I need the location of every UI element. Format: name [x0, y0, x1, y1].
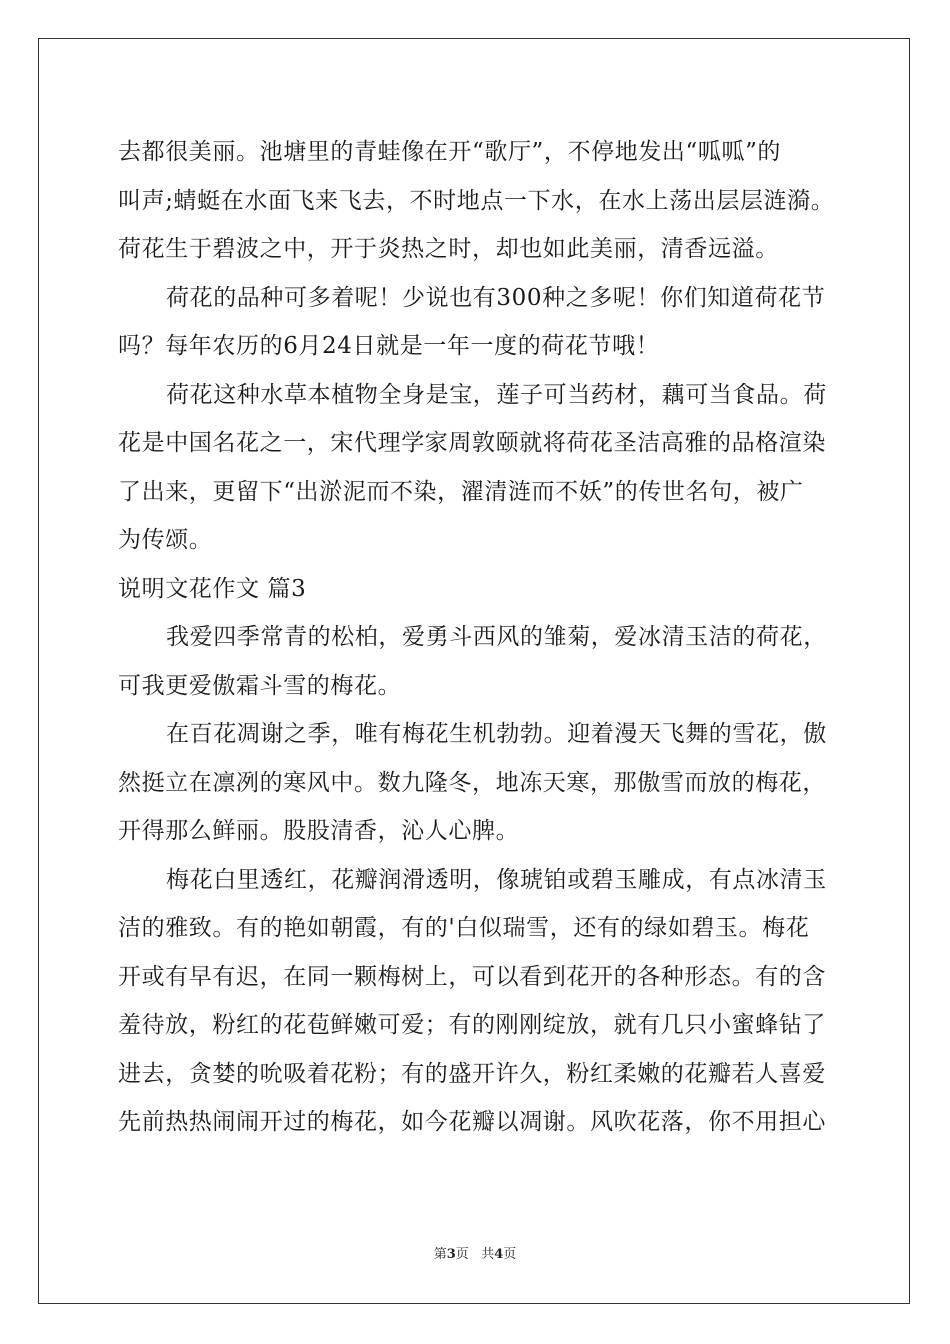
- paragraph-start-line: 荷花的品种可多着呢！少说也有300种之多呢！你们知道荷花节: [166, 284, 826, 311]
- text-line: 花是中国名花之一，宋代理学家周敦颐就将荷花圣洁高雅的品格渲染: [118, 430, 826, 456]
- text-line: 进去，贪婪的吮吸着花粉；有的盛开许久，粉红柔嫩的花瓣若人喜爱: [118, 1060, 826, 1087]
- text-line: 然挺立在凛冽的寒风中。数九隆冬，地冻天寒，那傲雪而放的梅花，: [118, 769, 826, 796]
- text-line: 叫声;蜻蜓在水面飞来飞去，不时地点一下水，在水上荡出层层涟漪。: [118, 187, 835, 214]
- text-line: 了出来，更留下“出淤泥而不染，濯清涟而不妖”的传世名句，被广: [118, 478, 804, 505]
- text-line: 可我更爱傲霜斗雪的梅花。: [118, 672, 402, 699]
- text-line: 先前热热闹闹开过的梅花，如今花瓣以凋谢。风吹花落，你不用担心: [118, 1109, 826, 1135]
- paragraph-start-line: 荷花这种水草本植物全身是宝，莲子可当药材，藕可当食品。荷: [166, 381, 827, 408]
- paragraph-start-line: 我爱四季常青的松柏，爱勇斗西风的雏菊，爱冰清玉洁的荷花，: [166, 624, 827, 650]
- total-prefix: 共: [481, 1247, 495, 1262]
- total-suffix: 页: [503, 1247, 517, 1262]
- text-line: 洁的雅致。有的艳如朝霞，有的'白似瑞雪，还有的绿如碧玉。梅花: [118, 915, 810, 941]
- section-heading: 说明文花作文 篇3: [118, 575, 307, 602]
- page-number: 3: [446, 1247, 456, 1262]
- page-suffix: 页: [455, 1247, 469, 1262]
- page-footer: [0, 1243, 950, 1262]
- paragraph-start-line: 在百花凋谢之季，唯有梅花生机勃勃。迎着漫天飞舞的雪花，傲: [166, 721, 827, 747]
- text-line: 羞待放，粉红的花苞鲜嫩可爱；有的刚刚绽放，就有几只小蜜蜂钻了: [118, 1012, 826, 1038]
- page-prefix: 第: [433, 1247, 447, 1262]
- paragraph-start-line: 梅花白里透红，花瓣润滑透明，像琥铂或碧玉雕成，有点冰清玉: [166, 866, 827, 893]
- document-body: [118, 128, 838, 1147]
- text-line: 荷花生于碧波之中，开于炎热之时，却也如此美丽，清香远溢。: [118, 236, 779, 262]
- text-line: 去都很美丽。池塘里的青蛙像在开“歌厅”，不停地发出“呱呱”的: [118, 139, 782, 165]
- total-pages: 4: [494, 1247, 504, 1262]
- text-line: 为传颂。: [118, 527, 213, 553]
- text-line: 吗？每年农历的6月24日就是一年一度的荷花节哦！: [118, 333, 660, 359]
- text-line: 开或有早有迟，在同一颗梅树上，可以看到花开的各种形态。有的含: [118, 963, 826, 990]
- text-line: 开得那么鲜丽。股股清香，沁人心脾。: [118, 818, 520, 844]
